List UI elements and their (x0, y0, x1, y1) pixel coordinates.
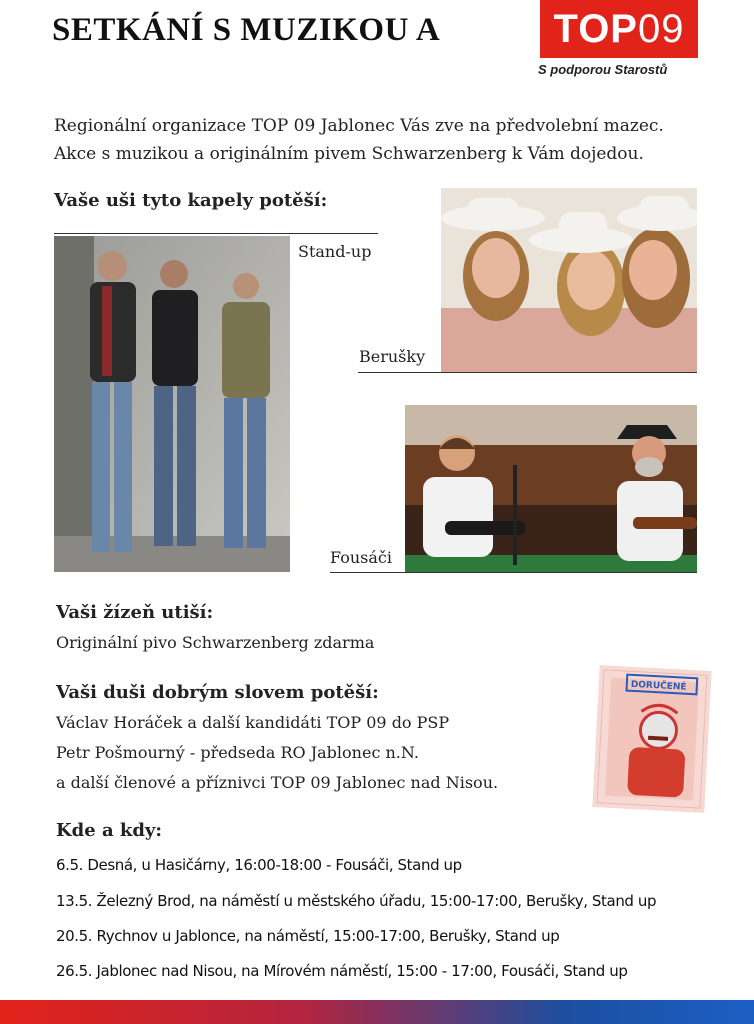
caption-berusky: Berušky (359, 347, 426, 366)
thirst-heading: Vaši žízeň utiší: (56, 602, 214, 623)
postage-stamp (592, 665, 711, 813)
divider (330, 572, 697, 573)
schedule-heading: Kde a kdy: (56, 820, 163, 841)
soul-line: a další členové a příznivci TOP 09 Jablonec nad Nisou. (56, 773, 499, 792)
tagline: S podporou Starostů (538, 62, 668, 77)
soul-list (56, 708, 498, 798)
logo-number: 09 (638, 6, 685, 51)
bottom-color-bar (0, 1000, 754, 1024)
berusky-photo (441, 188, 697, 372)
schedule-item: 20.5. Rychnov u Jablonce, na náměstí, 15:00-17:00, Berušky, Stand up (56, 927, 560, 945)
divider (358, 372, 697, 373)
soul-line: Václav Horáček a další kandidáti TOP 09 do PSP (56, 713, 450, 732)
caption-standup: Stand-up (298, 242, 372, 261)
soul-heading: Vaši duši dobrým slovem potěší: (56, 682, 379, 703)
intro-line-1: Regionální organizace TOP 09 Jablonec Vás zve na předvolební mazec. (54, 116, 664, 136)
schedule-item: 13.5. Železný Brod, na náměstí u městského úřadu, 15:00-17:00, Berušky, Stand up (56, 892, 657, 910)
intro-line-2: Akce s muzikou a originálním pivem Schwarzenberg k Vám dojedou. (54, 144, 644, 164)
bands-heading: Vaše uši tyto kapely potěší: (54, 190, 328, 211)
schedule-item: 6.5. Desná, u Hasičárny, 16:00-18:00 - Fousáči, Stand up (56, 856, 462, 874)
stamp-label: DORUČENÉ (630, 679, 687, 693)
caption-fousaci: Fousáči (330, 548, 392, 567)
soul-line: Petr Pošmourný - předseda RO Jablonec n.N. (56, 743, 419, 762)
fousaci-photo (405, 405, 697, 572)
divider (54, 233, 378, 234)
page-title: SETKÁNÍ S MUZIKOU A (52, 12, 441, 48)
intro-text (54, 112, 664, 168)
schedule-item: 26.5. Jablonec nad Nisou, na Mírovém náměstí, 15:00 - 17:00, Fousáči, Stand up (56, 962, 628, 980)
logo-word: TOP (553, 6, 638, 51)
logo-text (553, 7, 684, 52)
top09-logo (540, 0, 698, 58)
thirst-text: Originální pivo Schwarzenberg zdarma (56, 633, 375, 652)
standup-photo (54, 236, 290, 572)
